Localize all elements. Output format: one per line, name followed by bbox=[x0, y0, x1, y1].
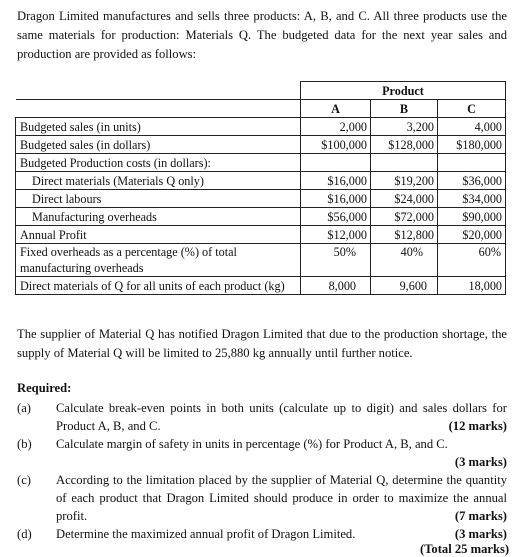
cell-value: $180,000 bbox=[438, 136, 506, 154]
row-label: Manufacturing overheads bbox=[16, 208, 301, 226]
requirement-a bbox=[17, 399, 507, 435]
required-heading: Required: bbox=[17, 381, 72, 395]
cell-value: 40% bbox=[371, 244, 438, 277]
cell-value: 3,200 bbox=[371, 118, 438, 136]
table-row bbox=[16, 244, 506, 277]
column-b: B bbox=[371, 100, 438, 118]
cell-value: 2,000 bbox=[301, 118, 371, 136]
cell-value: $19,200 bbox=[371, 172, 438, 190]
column-a: A bbox=[301, 100, 371, 118]
requirement-text: Calculate break-even points in both units (calculate up to digit) and sales dollars for Product A, B, and C. bbox=[56, 401, 507, 433]
table-row bbox=[16, 208, 506, 226]
requirement-d bbox=[17, 525, 507, 543]
row-label: Direct materials (Materials Q only) bbox=[16, 172, 301, 190]
row-label: Budgeted sales (in units) bbox=[16, 118, 301, 136]
row-label: Budgeted sales (in dollars) bbox=[16, 136, 301, 154]
intro-paragraph: Dragon Limited manufactures and sells three products: A, B, and C. All three products use the same materials for production: Materials Q. The budgeted data for the next year sales and production are provided as follows: bbox=[17, 9, 507, 61]
requirement-letter: (a) bbox=[17, 401, 31, 415]
cell-value: $100,000 bbox=[301, 136, 371, 154]
cell-value: 18,000 bbox=[438, 277, 506, 295]
row-label: Budgeted Production costs (in dollars): bbox=[16, 154, 301, 172]
table-row bbox=[16, 172, 506, 190]
cell-value: 8,000 bbox=[301, 277, 371, 295]
table-header-row bbox=[16, 82, 506, 100]
cell-value: 4,000 bbox=[438, 118, 506, 136]
row-label: Fixed overheads as a percentage (%) of total manufacturing overheads bbox=[16, 244, 301, 277]
requirement-letter: (b) bbox=[17, 437, 32, 451]
table-row bbox=[16, 226, 506, 244]
requirement-letter: (d) bbox=[17, 527, 32, 541]
cell-value: $72,000 bbox=[371, 208, 438, 226]
cell-value: $16,000 bbox=[301, 190, 371, 208]
cell-value: $36,000 bbox=[438, 172, 506, 190]
cell-value: $128,000 bbox=[371, 136, 438, 154]
table-row bbox=[16, 277, 506, 295]
table-row bbox=[16, 190, 506, 208]
table-row bbox=[16, 136, 506, 154]
cell-value: $12,800 bbox=[371, 226, 438, 244]
total-marks: (Total 25 marks) bbox=[420, 542, 510, 556]
cell-value: $34,000 bbox=[438, 190, 506, 208]
requirement-text: Calculate margin of safety in units in percentage (%) for Product A, B, and C. bbox=[56, 437, 448, 451]
cell-value bbox=[301, 154, 371, 172]
cell-value: 50% bbox=[301, 244, 371, 277]
cell-value: $20,000 bbox=[438, 226, 506, 244]
requirement-letter: (c) bbox=[17, 473, 31, 487]
table-row bbox=[16, 154, 506, 172]
table-row bbox=[16, 118, 506, 136]
cell-value bbox=[438, 154, 506, 172]
requirement-marks: (7 marks) bbox=[454, 509, 507, 523]
requirement-text: Determine the maximized annual profit of Dragon Limited. bbox=[56, 527, 356, 541]
requirement-b bbox=[17, 435, 507, 471]
column-c: C bbox=[438, 100, 506, 118]
row-label: Annual Profit bbox=[16, 226, 301, 244]
cell-value bbox=[371, 154, 438, 172]
requirement-marks: (12 marks) bbox=[448, 419, 507, 433]
supplier-note: The supplier of Material Q has notified Dragon Limited that due to the production shortage, the supply of Material Q will be limited to 25,880 kg annually until further notice. bbox=[17, 327, 507, 360]
product-header: Product bbox=[301, 82, 506, 100]
cell-value: $56,000 bbox=[301, 208, 371, 226]
cell-value: $12,000 bbox=[301, 226, 371, 244]
cell-value: 9,600 bbox=[371, 277, 438, 295]
cell-value: $90,000 bbox=[438, 208, 506, 226]
requirement-marks: (3 marks) bbox=[454, 455, 507, 469]
row-label: Direct labours bbox=[16, 190, 301, 208]
cell-value: 60% bbox=[438, 244, 506, 277]
requirement-marks: (3 marks) bbox=[454, 527, 507, 541]
requirement-c bbox=[17, 471, 507, 525]
budget-table bbox=[15, 81, 506, 295]
row-label: Direct materials of Q for all units of each product (kg) bbox=[16, 277, 301, 295]
cell-value: $16,000 bbox=[301, 172, 371, 190]
requirement-text: According to the limitation placed by the supplier of Material Q, determine the quantity of each product that Dragon Limited should produce in order to maximize the annual profit. bbox=[56, 473, 507, 523]
table-column-row bbox=[16, 100, 506, 118]
cell-value: $24,000 bbox=[371, 190, 438, 208]
